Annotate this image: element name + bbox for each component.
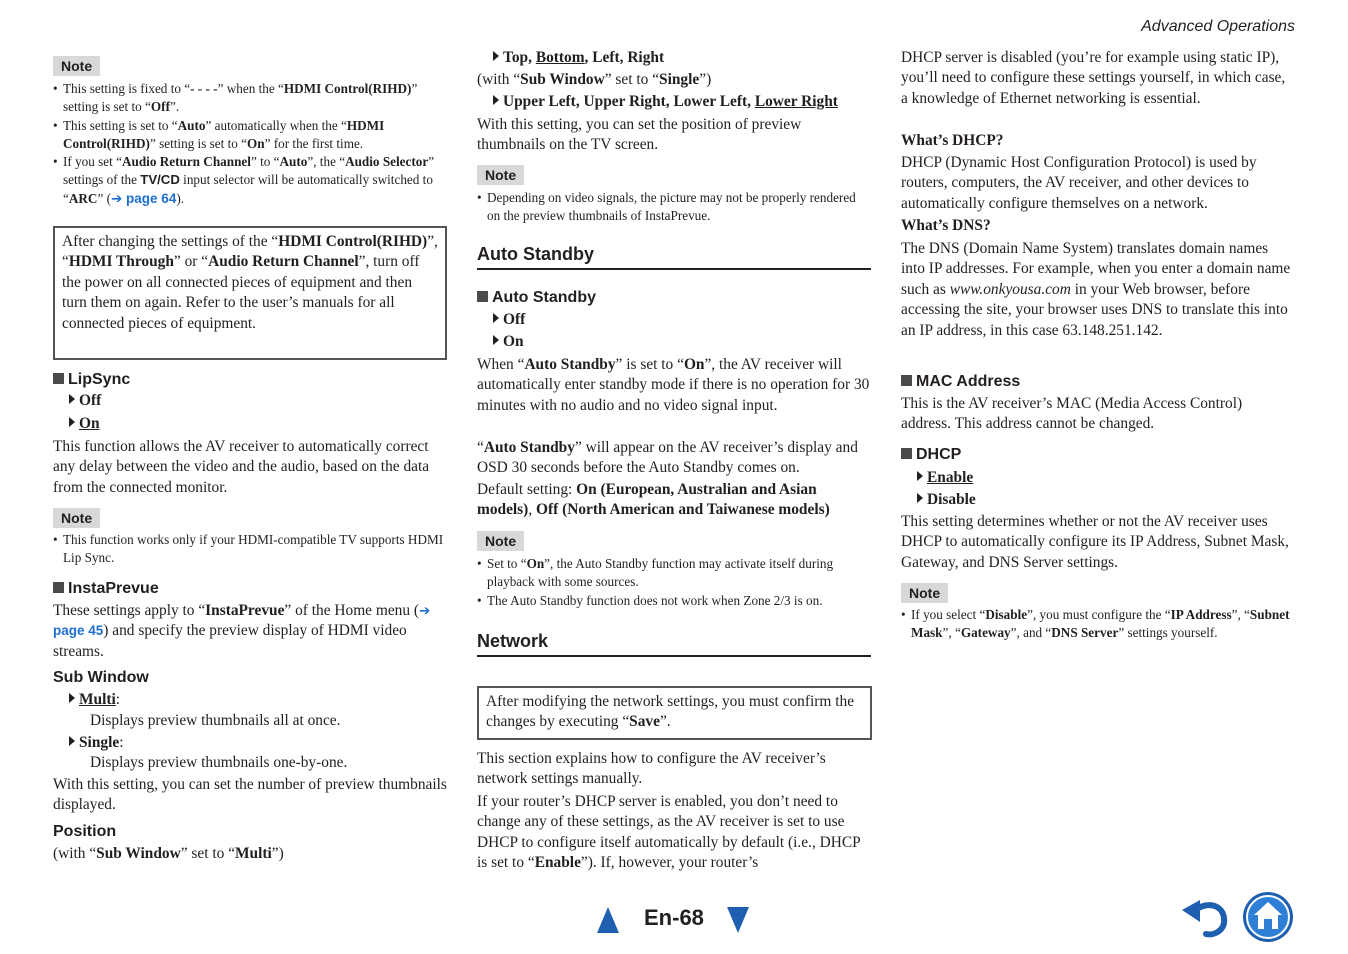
home-icon[interactable] xyxy=(1242,891,1294,943)
bold-text: Enable xyxy=(534,854,581,872)
note-tag: Note xyxy=(477,531,524,551)
network-continuation: DHCP server is disabled (you’re for example using static IP), you’ll need to configure these settings yourself, in which case, a knowledge of Ethernet networking is essential. xyxy=(901,49,1286,107)
position-description: With this setting, you can set the position of preview thumbnails on the TV screen. xyxy=(477,116,802,154)
square-bullet-icon xyxy=(53,373,64,384)
dns-description: The DNS (Domain Name System) translates domain names into IP addresses. For example, when you enter a domain name such as www.onkyousa.com in your Web browser, before accessing the site, your browser uses DNS to translate this into an IP address, in this case 63.148.251.142. xyxy=(901,240,1291,339)
auto-standby-section-heading: Auto Standby xyxy=(477,242,871,270)
triangle-bullet-icon xyxy=(69,693,75,703)
note-item: • Set to “On”, the Auto Standby function may activate itself during playback with some sources. xyxy=(477,555,871,592)
bold-text: HDMI Control(RIHD) xyxy=(283,81,412,96)
network-section-heading: Network xyxy=(477,629,871,657)
auto-standby-heading: Auto Standby xyxy=(477,288,596,308)
position-option: Lower Right xyxy=(754,93,838,110)
bold-text: - - - - xyxy=(190,81,218,96)
sub-window-option-single: Single: xyxy=(69,733,123,753)
back-icon[interactable] xyxy=(1180,896,1230,938)
previous-page-arrow-icon[interactable] xyxy=(597,907,619,933)
bold-text: Auto Standby xyxy=(483,439,575,456)
bold-text: Subnet Mask xyxy=(911,607,1290,641)
dhcp-setting-description: This setting determines whether or not the AV receiver uses DHCP to automatically configure its IP Address, Subnet Mask, Gateway, and DNS Server settings. xyxy=(901,513,1289,571)
bold-text: On xyxy=(683,356,705,373)
network-warning-box: After modifying the network settings, you must confirm the changes by executing “Save”. xyxy=(477,686,872,740)
position-options-single: Upper Left, Upper Right, Lower Left, Lower Right xyxy=(493,92,838,112)
triangle-bullet-icon xyxy=(493,51,499,61)
note-tag: Note xyxy=(53,56,100,76)
note-list xyxy=(901,606,1295,643)
note-list xyxy=(477,189,871,226)
lipsync-description: This function allows the AV receiver to automatically correct any delay between the video and the audio, based on the data from the connected monitor. xyxy=(53,438,430,496)
note-item: • The Auto Standby function does not work when Zone 2/3 is on. xyxy=(477,592,871,610)
page-link[interactable]: ➔ page 45 xyxy=(53,603,431,639)
instaprevue-description: These settings apply to “InstaPrevue” of the Home menu (➔ page 45) and specify the preview display of HDMI video streams. xyxy=(53,602,431,660)
bold-text: Gateway xyxy=(960,625,1011,641)
auto-standby-description: When “Auto Standby” is set to “On”, the AV receiver will automatically enter standby mode if there is no operation for 30 minutes with no audio and no video signal input. xyxy=(477,356,870,414)
bold-text: Single xyxy=(659,71,700,88)
dhcp-description: DHCP (Dynamic Host Configuration Protocol) is used by routers, computers, the AV receiver, and other devices to automatically configure themselves on a network. xyxy=(901,154,1257,212)
triangle-bullet-icon xyxy=(493,313,499,323)
auto-standby-display-note: “Auto Standby” will appear on the AV receiver’s display and OSD 30 seconds before the Auto Standby comes on. xyxy=(477,439,858,477)
bold-text: Disable xyxy=(985,607,1028,622)
next-page-arrow-icon[interactable] xyxy=(727,907,749,933)
triangle-bullet-icon xyxy=(917,493,923,503)
position-option: Left xyxy=(592,49,620,66)
position-option: Top xyxy=(503,49,529,66)
triangle-bullet-icon xyxy=(493,95,499,105)
note-tag: Note xyxy=(901,583,948,603)
triangle-bullet-icon xyxy=(69,417,75,427)
dhcp-option-disable: Disable xyxy=(917,490,976,510)
triangle-bullet-icon xyxy=(69,736,75,746)
bold-text: Sub Window xyxy=(96,845,181,862)
sub-window-option-multi: Multi: xyxy=(69,690,120,710)
multi-description: Displays preview thumbnails all at once. xyxy=(90,712,341,729)
auto-standby-option-off: Off xyxy=(493,310,525,330)
lipsync-option-off: Off xyxy=(69,391,101,411)
square-bullet-icon xyxy=(901,375,912,386)
position-condition-multi: (with “Sub Window” set to “Multi”) xyxy=(53,845,284,862)
lipsync-option-on: On xyxy=(69,414,100,434)
bold-text: HDMI Through xyxy=(68,253,174,271)
note-list xyxy=(53,531,447,568)
position-option: Upper Left xyxy=(503,93,576,110)
network-dhcp-explanation: If your router’s DHCP server is enabled, you don’t need to change any of these settings, as the AV receiver is set to use DHCP to configure itself automatically by default (i.e., DHCP is set to “Enable”). If, however, your router’s xyxy=(477,793,861,872)
section-header: Advanced Operations xyxy=(1141,18,1295,35)
note-item: • If you set “Audio Return Channel” to “Auto”, the “Audio Selector” settings of the TV/CD input selector will be automatically switched to “ARC” (➔ page 64). xyxy=(53,153,447,208)
bold-text: InstaPrevue xyxy=(205,602,285,619)
bold-text: Save xyxy=(629,713,660,731)
bold-text: Audio Return Channel xyxy=(121,154,251,170)
bold-text: Audio Return Channel xyxy=(208,253,359,271)
note-item: • This setting is set to “Auto” automatically when the “HDMI Control(RIHD)” setting is set to “On” for the first time. xyxy=(53,117,447,154)
bold-text: HDMI Control(RIHD) xyxy=(63,117,385,151)
bold-text: On (European, Australian and Asian models) xyxy=(477,481,817,519)
bold-text: Auto xyxy=(279,154,308,170)
page-number: En-68 xyxy=(644,905,704,930)
dhcp-option-enable: Enable xyxy=(917,468,973,488)
mac-address-description: This is the AV receiver’s MAC (Media Access Control) address. This address cannot be changed. xyxy=(901,395,1243,433)
position-condition-single: (with “Sub Window” set to “Single”) xyxy=(477,71,712,88)
bold-text: Off xyxy=(150,99,170,115)
whats-dhcp-heading: What’s DHCP? xyxy=(901,132,1004,149)
bold-text: On xyxy=(526,556,545,571)
bold-text: Audio Selector xyxy=(345,154,429,170)
triangle-bullet-icon xyxy=(917,471,923,481)
mac-address-heading: MAC Address xyxy=(901,372,1020,392)
page-link[interactable]: ➔ page 64 xyxy=(110,190,177,206)
bold-text: Auto xyxy=(177,117,206,133)
note-list xyxy=(53,80,447,208)
bold-text: Auto Standby xyxy=(524,356,616,373)
bold-text: ARC xyxy=(68,190,98,206)
instaprevue-heading: InstaPrevue xyxy=(53,579,159,599)
bold-text: IP Address xyxy=(1170,607,1232,622)
auto-standby-default: Default setting: On (European, Australian and Asian models), Off (North American and Taiwanese models) xyxy=(477,481,830,519)
note-tag: Note xyxy=(53,508,100,528)
lipsync-heading: LipSync xyxy=(53,370,130,390)
bold-text: DNS Server xyxy=(1051,625,1119,641)
sub-window-description: With this setting, you can set the number of preview thumbnails displayed. xyxy=(53,776,447,814)
position-options-multi: Top, Bottom, Left, Right xyxy=(493,48,664,68)
auto-standby-option-on: On xyxy=(493,332,524,352)
italic-text: www.onkyousa.com xyxy=(949,280,1071,298)
note-item: • Depending on video signals, the picture may not be properly rendered on the preview thumbnails of InstaPrevue. xyxy=(477,189,871,226)
single-description: Displays preview thumbnails one-by-one. xyxy=(90,754,348,771)
position-option: Right xyxy=(627,49,665,66)
bold-text: Off (North American and Taiwanese models) xyxy=(536,501,830,519)
network-intro: This section explains how to configure the AV receiver’s network settings manually. xyxy=(477,750,826,788)
position-option: Bottom xyxy=(535,49,585,66)
sub-window-heading: Sub Window xyxy=(53,669,149,686)
selector-name: TV/CD xyxy=(140,172,180,188)
position-option: Upper Right xyxy=(583,93,666,110)
note-list xyxy=(477,555,871,610)
whats-dns-heading: What’s DNS? xyxy=(901,217,991,234)
bold-text: On xyxy=(247,135,265,151)
square-bullet-icon xyxy=(53,582,64,593)
note-tag: Note xyxy=(477,165,524,185)
triangle-bullet-icon xyxy=(493,335,499,345)
position-heading: Position xyxy=(53,823,117,840)
square-bullet-icon xyxy=(477,291,488,302)
note-item: • This setting is fixed to “- - - -” when the “HDMI Control(RIHD)” setting is set to “Off”. xyxy=(53,80,447,117)
bold-text: Multi xyxy=(235,845,272,862)
position-option: Lower Left xyxy=(673,93,748,110)
warning-box: After changing the settings of the “HDMI Control(RIHD)”, “HDMI Through” or “Audio Return Channel”, turn off the power on all connected pieces of equipment and then turn them on again. Refer to the user’s manuals for all connected pieces of equipment. xyxy=(53,226,447,360)
triangle-bullet-icon xyxy=(69,394,75,404)
bold-text: Sub Window xyxy=(520,71,605,88)
square-bullet-icon xyxy=(901,448,912,459)
note-item: • If you select “Disable”, you must configure the “IP Address”, “Subnet Mask”, “Gateway”, and “DNS Server” settings yourself. xyxy=(901,606,1295,643)
note-item: • This function works only if your HDMI-compatible TV supports HDMI Lip Sync. xyxy=(53,531,447,568)
bold-text: HDMI Control(RIHD) xyxy=(278,233,428,250)
dhcp-heading: DHCP xyxy=(901,445,961,465)
